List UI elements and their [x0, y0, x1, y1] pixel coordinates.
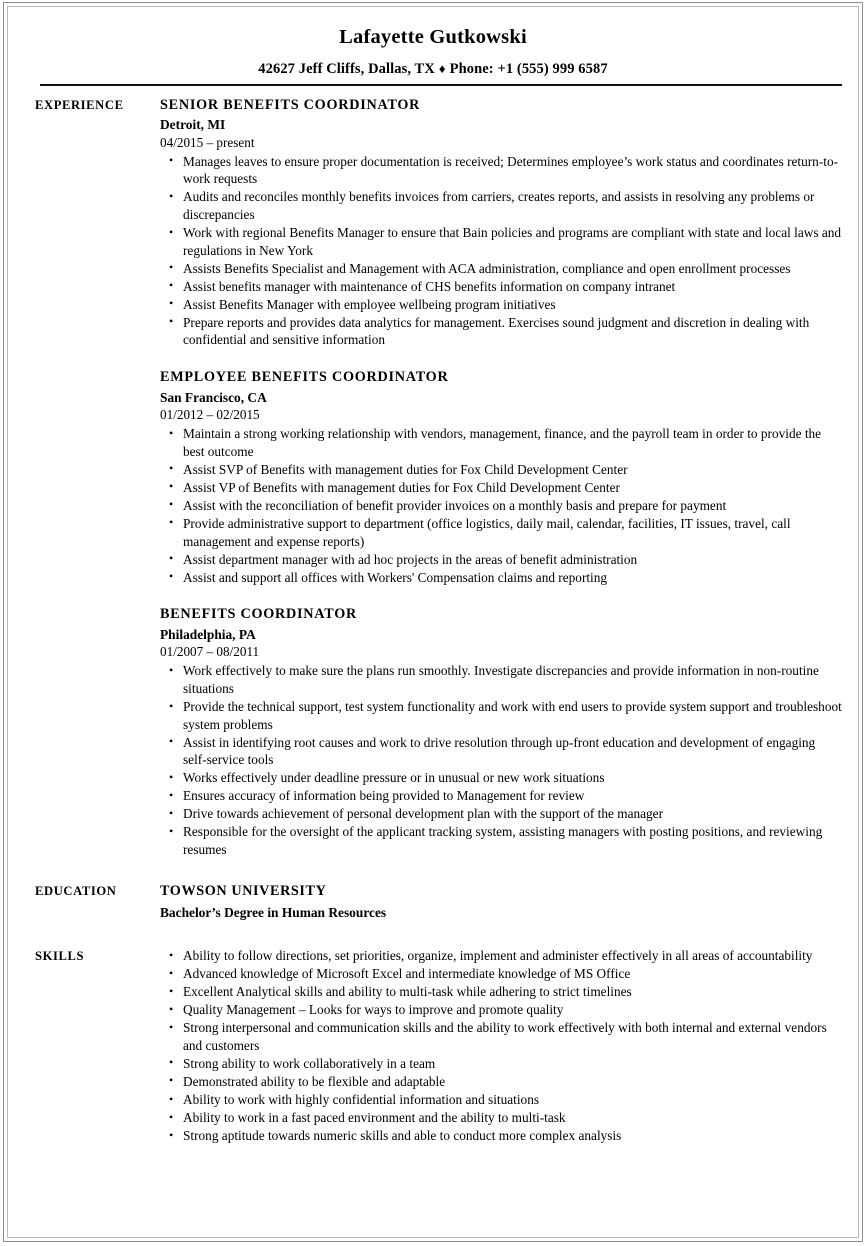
job-bullet: • Maintain a strong working relationship with vendors, management, finance, and the payroll team in order to provide the best outcome [160, 425, 842, 460]
skill-bullet: • Strong ability to work collaboratively in a team [160, 1055, 842, 1073]
skill-bullet: • Ability to follow directions, set priorities, organize, implement and administer effectively in all areas of accountability [160, 947, 842, 965]
job-bullet: • Assist with the reconciliation of benefit provider invoices on a monthly basis and prepare for payment [160, 497, 842, 515]
education-degree: Bachelor’s Degree in Human Resources [160, 904, 387, 920]
experience-entry [160, 369, 842, 586]
skills-body [160, 947, 842, 1145]
skill-bullet: • Demonstrated ability to be flexible and adaptable [160, 1073, 842, 1091]
job-title: EMPLOYEE BENEFITS COORDINATOR [160, 368, 449, 385]
job-bullet-list [160, 153, 842, 349]
job-dates: 01/2007 – 08/2011 [160, 644, 260, 660]
job-bullet: • Provide the technical support, test system functionality and work with end users to provide system support and troubleshoot system problems [160, 698, 842, 733]
contact-line [0, 61, 866, 78]
education-body [160, 883, 842, 921]
experience-entry [160, 606, 842, 858]
job-bullet: • Ensures accuracy of information being provided to Management for review [160, 787, 842, 805]
job-bullet: • Assist and support all offices with Workers' Compensation claims and reporting [160, 569, 842, 587]
section-label-experience: EXPERIENCE [35, 97, 124, 112]
job-bullet: • Assist VP of Benefits with management duties for Fox Child Development Center [160, 479, 842, 497]
job-bullet: • Work with regional Benefits Manager to ensure that Bain policies and programs are compliant with state and local laws and regulations in New York [160, 224, 842, 259]
contact-phone: Phone: +1 (555) 999 6587 [449, 60, 608, 77]
skill-bullet: • Ability to work in a fast paced environment and the ability to multi-task [160, 1109, 842, 1127]
header-divider [40, 84, 842, 86]
education-school: TOWSON UNIVERSITY [160, 882, 327, 899]
resume-header [0, 0, 866, 86]
job-bullet-list [160, 662, 842, 858]
job-location: Philadelphia, PA [160, 626, 256, 642]
experience-body [160, 97, 842, 859]
contact-address: 42627 Jeff Cliffs, Dallas, TX [258, 60, 435, 77]
section-experience [0, 97, 866, 859]
job-bullet: • Assists Benefits Specialist and Management with ACA administration, compliance and open enrollment processes [160, 260, 842, 278]
job-location: San Francisco, CA [160, 389, 267, 405]
job-bullet: • Manages leaves to ensure proper documentation is received; Determines employee’s work status and coordinates return-to-work requests [160, 153, 842, 188]
job-bullet-list [160, 425, 842, 586]
job-bullet: • Assist SVP of Benefits with management duties for Fox Child Development Center [160, 461, 842, 479]
job-bullet: • Assist department manager with ad hoc projects in the areas of benefit administration [160, 551, 842, 569]
job-location: Detroit, MI [160, 117, 226, 133]
section-education [0, 883, 866, 921]
section-label-education: EDUCATION [35, 883, 117, 898]
job-bullet: • Responsible for the oversight of the applicant tracking system, assisting managers with posting positions, and reviewing resumes [160, 823, 842, 858]
education-entry [160, 883, 842, 921]
job-bullet: • Work effectively to make sure the plans run smoothly. Investigate discrepancies and provide information in non-routine situations [160, 662, 842, 697]
job-title: BENEFITS COORDINATOR [160, 606, 357, 623]
experience-entry [160, 97, 842, 349]
job-bullet: • Provide administrative support to department (office logistics, daily mail, calendar, facilities, IT issues, travel, call management and expense reports) [160, 515, 842, 550]
job-bullet: • Audits and reconciles monthly benefits invoices from carriers, creates reports, and assists in resolving any problems or discrepancies [160, 188, 842, 223]
job-bullet: • Prepare reports and provides data analytics for management. Exercises sound judgment and discretion in dealing with confidential and sensitive information [160, 314, 842, 349]
skill-bullet: • Excellent Analytical skills and ability to multi-task while adhering to strict timelines [160, 983, 842, 1001]
section-label-skills: SKILLS [35, 949, 85, 964]
skill-bullet: • Strong aptitude towards numeric skills and able to conduct more complex analysis [160, 1127, 842, 1145]
section-skills [0, 947, 866, 1145]
job-bullet: • Assist in identifying root causes and work to drive resolution through up-front education and development of engaging self-service tools [160, 734, 842, 769]
candidate-name: Lafayette Gutkowski [339, 26, 527, 48]
job-dates: 01/2012 – 02/2015 [160, 407, 260, 423]
job-bullet: • Drive towards achievement of personal development plan with the support of the manager [160, 805, 842, 823]
skill-bullet: • Ability to work with highly confidential information and situations [160, 1091, 842, 1109]
skills-bullet-list [160, 947, 842, 1145]
skill-bullet: • Advanced knowledge of Microsoft Excel and intermediate knowledge of MS Office [160, 965, 842, 983]
job-bullet: • Assist Benefits Manager with employee wellbeing program initiatives [160, 296, 842, 314]
job-bullet: • Assist benefits manager with maintenance of CHS benefits information on company intranet [160, 278, 842, 296]
diamond-separator-icon: ♦ [438, 60, 446, 76]
skill-bullet: • Quality Management – Looks for ways to improve and promote quality [160, 1001, 842, 1019]
job-title: SENIOR BENEFITS COORDINATOR [160, 96, 421, 113]
job-dates: 04/2015 – present [160, 134, 255, 150]
job-bullet: • Works effectively under deadline pressure or in unusual or new work situations [160, 769, 842, 787]
skill-bullet: • Strong interpersonal and communication skills and the ability to work effectively with both internal and external vendors and customers [160, 1019, 842, 1054]
